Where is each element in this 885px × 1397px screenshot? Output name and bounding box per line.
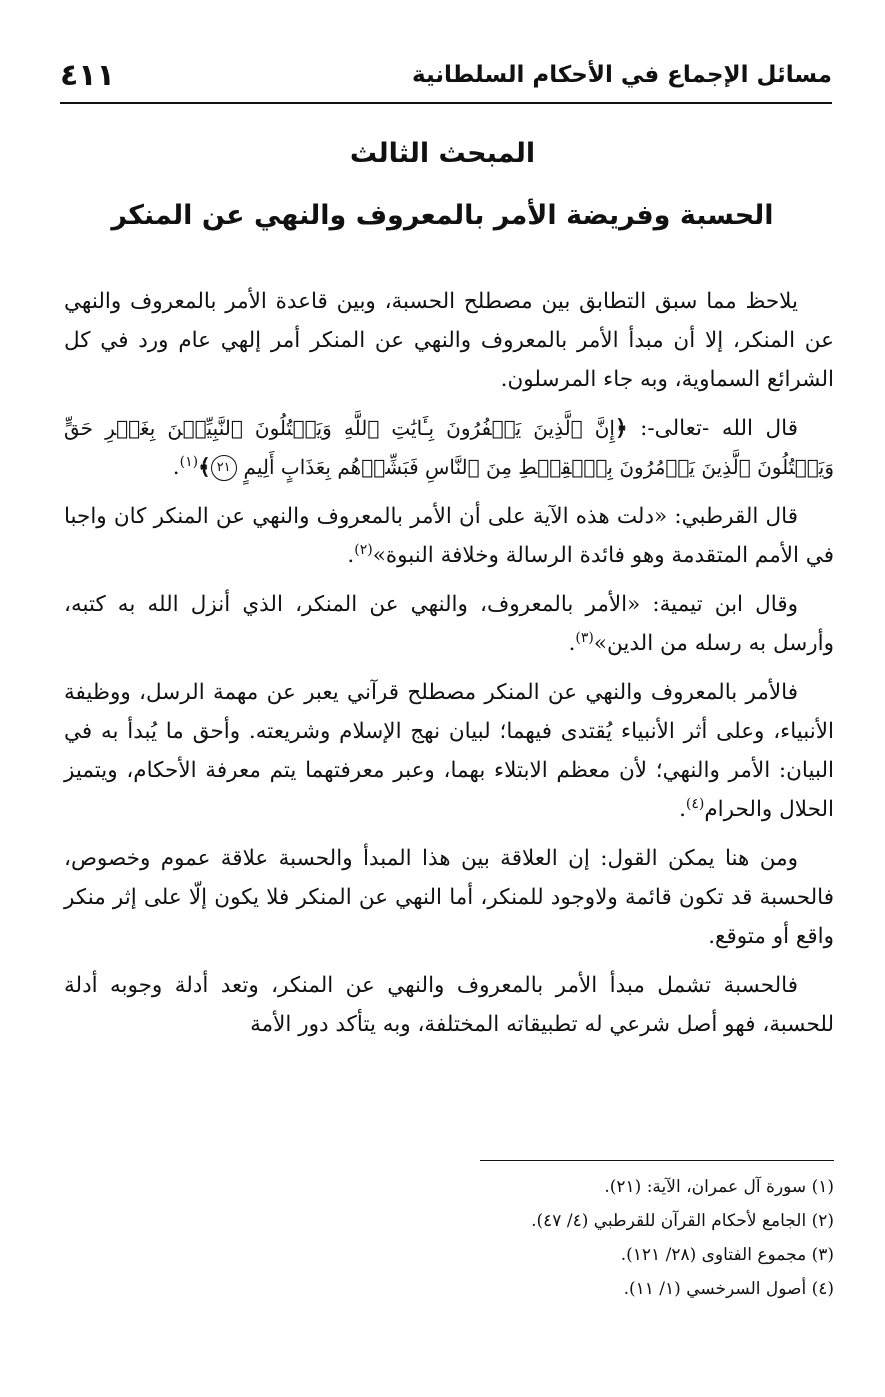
footnote: (١) سورة آل عمران، الآية: (٢١).: [604, 1177, 834, 1197]
footnotes: [300, 1170, 834, 1306]
sentence-end: .: [347, 543, 355, 568]
sentence-end: .: [568, 631, 576, 656]
footnote: (٣) مجموع الفتاوى (٢٨/ ١٢١).: [620, 1245, 834, 1265]
quran-verse: إِنَّ ٱلَّذِينَ يَكۡفُرُونَ بِـَٔايَٰتِ ٱللَّهِ وَيَقۡتُلُونَ ٱلنَّبِيِّـۧنَ بِغَيۡرِ حَقٍّ وَيَقۡتُلُونَ ٱلَّذِينَ يَأۡمُرُونَ بِٱلۡقِسۡطِ مِنَ ٱلنَّاسِ فَبَشِّرۡهُم بِعَذَابٍ أَلِيمٍ: [64, 416, 834, 479]
header-divider: [60, 102, 832, 104]
verse-open-bracket: ﴿: [615, 416, 628, 441]
paragraph-text: قال القرطبي: «دلت هذه الآية على أن الأمر بالمعروف والنهي عن المنكر كان واجبا في الأمم المتقدمة وهو فائدة الرسالة وخلافة النبوة»: [64, 504, 834, 568]
footnote-divider: [480, 1160, 834, 1161]
sentence-end: .: [679, 797, 686, 822]
page-number: ٤١١: [60, 57, 115, 93]
section-title: الحسبة وفريضة الأمر بالمعروف والنهي عن المنكر: [111, 200, 774, 231]
paragraph: ومن هنا يمكن القول: إن العلاقة بين هذا المبدأ والحسبة علاقة عموم وخصوص، فالحسبة قد تكون قائمة ولاوجود للمنكر، أما النهي عن المنكر فلا يكون إلّا على إثر منكر واقع أو متوقع.: [64, 846, 834, 949]
running-title: مسائل الإجماع في الأحكام السلطانية: [412, 62, 832, 88]
footnote: (٢) الجامع لأحكام القرآن للقرطبي (٤/ ٤٧).: [531, 1211, 834, 1231]
footnote-reference: (٢): [354, 541, 373, 558]
paragraph: فالحسبة تشمل مبدأ الأمر بالمعروف والنهي عن المنكر، وتعد أدلة وجوبه أدلة للحسبة، فهو أصل شرعي له تطبيقاته المختلفة، وبه يتأكد دور الأمة: [64, 973, 834, 1037]
verse-close-bracket: ﴾: [198, 455, 211, 480]
ayah-number-marker: ٢١: [211, 455, 237, 481]
paragraph: [64, 673, 834, 829]
running-header: [60, 52, 832, 98]
paragraph: [64, 585, 834, 663]
verse-intro: قال الله -تعالى-:: [627, 416, 798, 441]
quran-paragraph: [64, 409, 834, 487]
paragraph: [64, 497, 834, 575]
paragraph-text: فالأمر بالمعروف والنهي عن المنكر مصطلح قرآني يعبر عن مهمة الرسل، ووظيفة الأنبياء، وعلى أثر الأنبياء يُقتدى فيهما؛ لبيان نهج الإسلام وشريعته. وأحق ما يُبدأ به في البيان: الأمر والنهي؛ لأن معظم الابتلاء بهما، وعبر معرفتهما يتم معرفة الأحكام، ويتميز الحلال والحرام: [64, 680, 834, 822]
footnote-reference: (٤): [685, 795, 705, 812]
body-text: [64, 282, 834, 1054]
paragraph: يلاحظ مما سبق التطابق بين مصطلح الحسبة، وبين قاعدة الأمر بالمعروف والنهي عن المنكر، إلا أن مبدأ الأمر بالمعروف والنهي عن المنكر أمر إلهي عام ورد في كل الشرائع السماوية، وبه جاء المرسلون.: [64, 289, 834, 392]
footnote-reference: (٣): [575, 629, 594, 646]
paragraph-text: وقال ابن تيمية: «الأمر بالمعروف، والنهي عن المنكر، الذي أنزل الله به كتبه، وأرسل به رسله من الدين»: [64, 592, 834, 656]
footnote: (٤) أصول السرخسي (١/ ١١).: [623, 1279, 834, 1299]
sentence-end: .: [172, 455, 180, 480]
footnote-reference: (١): [179, 453, 199, 470]
section-label: المبحث الثالث: [349, 138, 536, 169]
